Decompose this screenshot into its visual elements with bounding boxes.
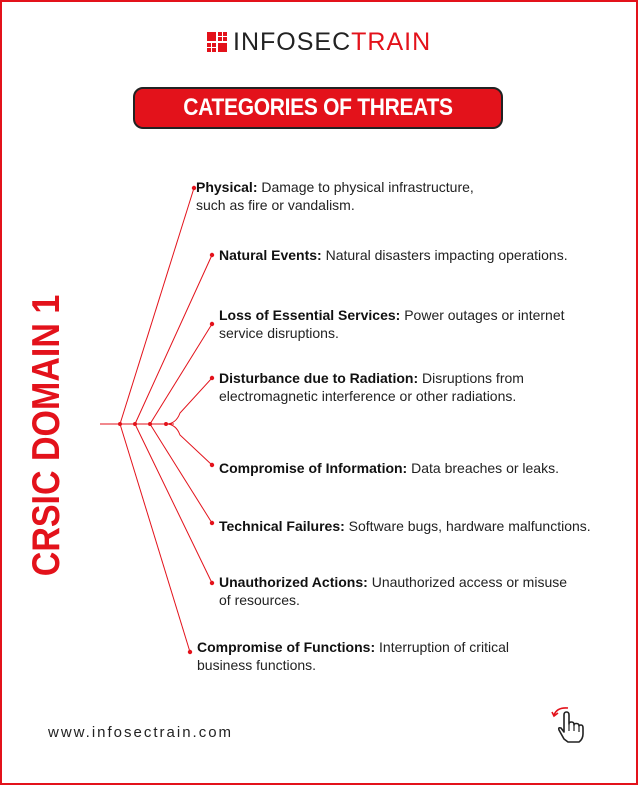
category-description: Unauthorized access or misuse of resources.	[219, 574, 568, 608]
category-item-disturbance-due-to-radiation	[219, 369, 549, 405]
category-item-loss-of-essential-services	[219, 306, 579, 342]
category-term: Technical Failures:	[219, 518, 345, 534]
category-term: Compromise of Functions:	[197, 639, 376, 655]
brand-name-part2: TRAIN	[351, 28, 432, 56]
category-item-natural-events	[219, 246, 599, 264]
category-term: Disturbance due to Radiation:	[219, 370, 419, 386]
category-term: Loss of Essential Services:	[219, 307, 401, 323]
banner-title: CATEGORIES OF THREATS	[183, 94, 453, 121]
website-link[interactable]: www.infosectrain.com	[48, 724, 234, 741]
brand-name-part1: INFOSEC	[233, 28, 352, 56]
category-description: Natural disasters impacting operations.	[325, 247, 568, 263]
category-term: Compromise of Information:	[219, 460, 408, 476]
side-title-text: CRSIC DOMAIN 1	[24, 294, 69, 576]
category-description: Disruptions from electromagnetic interference or other radiations.	[219, 370, 524, 404]
category-item-unauthorized-actions	[219, 573, 579, 609]
hand-pointer-icon	[549, 703, 589, 750]
category-item-technical-failures	[219, 517, 619, 535]
category-description: Data breaches or leaks.	[411, 460, 559, 476]
category-term: Unauthorized Actions:	[219, 574, 368, 590]
category-description: Software bugs, hardware malfunctions.	[348, 518, 591, 534]
category-description: Damage to physical infrastructure, such as fire or vandalism.	[196, 179, 474, 213]
category-item-compromise-of-information	[219, 459, 599, 477]
category-description: Interruption of critical business functions.	[197, 639, 509, 673]
category-description: Power outages or internet service disruptions.	[219, 307, 565, 341]
category-item-compromise-of-functions	[197, 638, 527, 674]
category-term: Natural Events:	[219, 247, 322, 263]
category-term: Physical:	[196, 179, 258, 195]
category-item-physical	[196, 178, 496, 214]
